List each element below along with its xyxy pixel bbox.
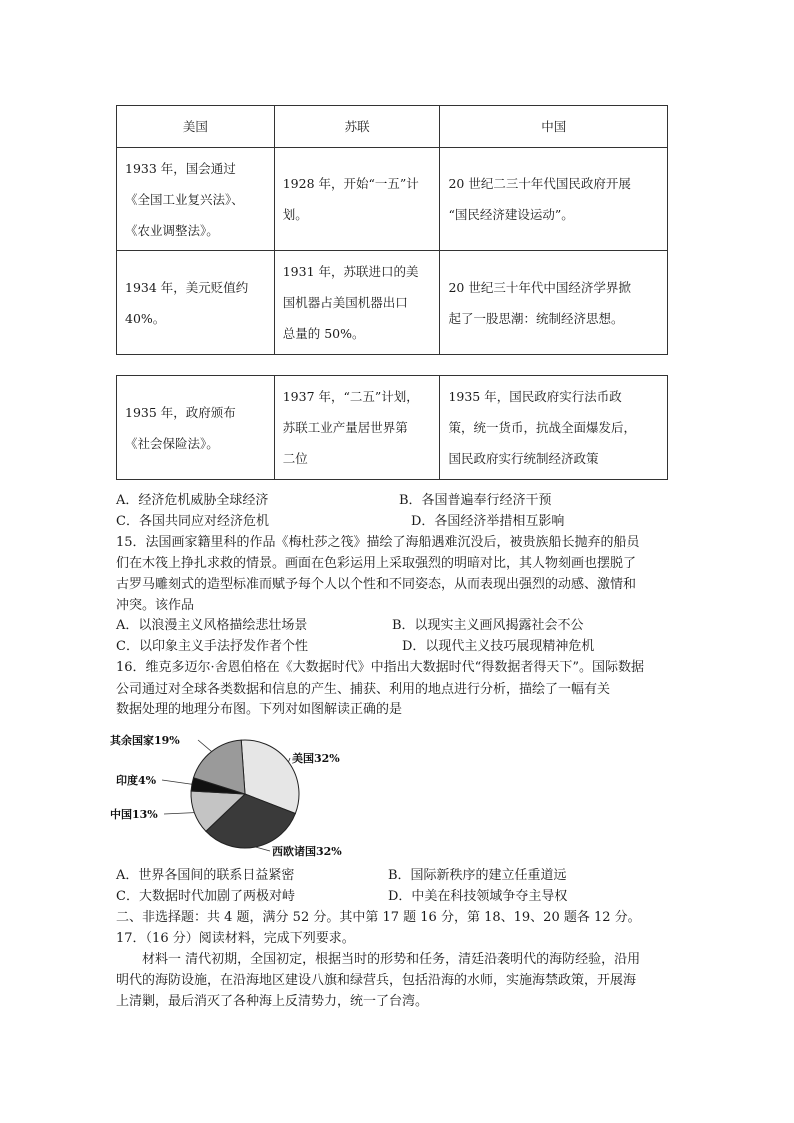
pie-leader-western-europe [255, 847, 270, 851]
q15-stem-line: 15．法国画家籍里科的作品《梅杜莎之筏》描绘了海船遇难沉没后，被贵族船长抛弃的船员 [116, 535, 640, 550]
table-cell: 1934 年，美元贬值约 40%。 [117, 251, 275, 355]
table-row [117, 251, 668, 355]
pie-leader-usa [288, 758, 290, 762]
table-row [117, 148, 668, 251]
table-cell: 20 世纪三十年代中国经济学界掀 起了一股思潮：统制经济思想。 [440, 251, 668, 355]
q16-option-c[interactable]: C．大数据时代加剧了两极对峙 [116, 889, 295, 904]
q14-option-c[interactable]: C．各国共同应对经济危机 [116, 514, 269, 529]
table-cell: 1928 年，开始“一五”计 划。 [274, 148, 440, 251]
header-ussr: 苏联 [274, 106, 440, 148]
material-line: 明代的海防设施，在沿海地区建设八旗和绿营兵，包括沿海的水师，实施海禁政策，开展海 [116, 973, 637, 988]
q15-option-c[interactable]: C．以印象主义手法抒发作者个性 [116, 639, 308, 654]
table-cell: 1935 年，政府颁布 《社会保险法》。 [117, 376, 275, 480]
q16-option-a[interactable]: A．世界各国间的联系日益紧密 [116, 868, 295, 883]
q15-option-d[interactable]: D．以现代主义技巧展现精神危机 [402, 639, 595, 654]
table-cell: 1931 年，苏联进口的美 国机器占美国机器出口 总量的 50%。 [274, 251, 440, 355]
pie-leader-china [164, 813, 194, 814]
comparison-table-continued [116, 375, 668, 480]
table-cell: 20 世纪二三十年代国民政府开展 “国民经济建设运动”。 [440, 148, 668, 251]
q15-stem-line: 冲突。该作品 [116, 598, 195, 613]
q15-stem-line: 们在木筏上挣扎求救的情景。画面在色彩运用上采取强烈的明暗对比，其人物刻画也摆脱了 [116, 556, 637, 571]
pie-label-others: 其余国家19% [110, 734, 180, 747]
q15-option-b[interactable]: B．以现实主义画风揭露社会不公 [392, 618, 584, 633]
pie-label-western-europe: 西欧诸国32% [272, 845, 342, 858]
table-cell: 1933 年，国会通过 《全国工业复兴法》、 《农业调整法》。 [117, 148, 275, 251]
section-heading: 二、非选择题：共 4 题，满分 52 分。其中第 17 题 16 分，第 18、19、20 题各 12 分。 [116, 910, 641, 925]
pie-leader-india [162, 780, 192, 784]
q15-option-a[interactable]: A．以浪漫主义风格描绘悲壮场景 [116, 618, 308, 633]
q16-stem-line: 数据处理的地理分布图。下列对如图解读正确的是 [116, 702, 403, 717]
q14-option-d[interactable]: D．各国经济举措相互影响 [411, 514, 565, 529]
pie-label-china: 中国13% [110, 808, 158, 821]
comparison-table [116, 105, 668, 355]
q15-stem-line: 古罗马雕刻式的造型标准而赋予每个人以个性和不同姿态，从而表现出强烈的动感、激情和 [116, 577, 637, 592]
header-usa: 美国 [117, 106, 275, 148]
table-cell: 1937 年，“二五”计划， 苏联工业产量居世界第 二位 [274, 376, 440, 480]
header-china: 中国 [440, 106, 668, 148]
q17-heading: 17．（16 分）阅读材料，完成下列要求。 [116, 931, 355, 946]
q16-stem-line: 公司通过对全球各类数据和信息的产生、捕获、利用的地点进行分析，描绘了一幅有关 [116, 682, 611, 697]
pie-label-usa: 美国32% [292, 752, 340, 765]
q16-stem-line: 16．维克多迈尔·舍恩伯格在《大数据时代》中指出大数据时代“得数据者得天下”。国际数据 [116, 660, 644, 675]
data-distribution-pie-chart [110, 726, 370, 866]
material-line: 上清剿，最后消灭了各种海上反清势力，统一了台湾。 [116, 994, 429, 1009]
pie-label-india: 印度4% [116, 774, 157, 787]
q16-option-d[interactable]: D．中美在科技领域争夺主导权 [388, 889, 568, 904]
material-line: 材料一 清代初期，全国初定，根据当时的形势和任务，清廷沿袭明代的海防经验，沿用 [142, 952, 641, 967]
table-cell: 1935 年，国民政府实行法币政 策，统一货币，抗战全面爆发后， 国民政府实行统制经济政策 [440, 376, 668, 480]
pie-leader-others [198, 740, 212, 752]
q16-option-b[interactable]: B．国际新秩序的建立任重道远 [388, 868, 567, 883]
q14-option-a[interactable]: A．经济危机威胁全球经济 [116, 493, 269, 508]
q14-option-b[interactable]: B．各国普遍奉行经济干预 [399, 493, 552, 508]
table-row [117, 376, 668, 480]
